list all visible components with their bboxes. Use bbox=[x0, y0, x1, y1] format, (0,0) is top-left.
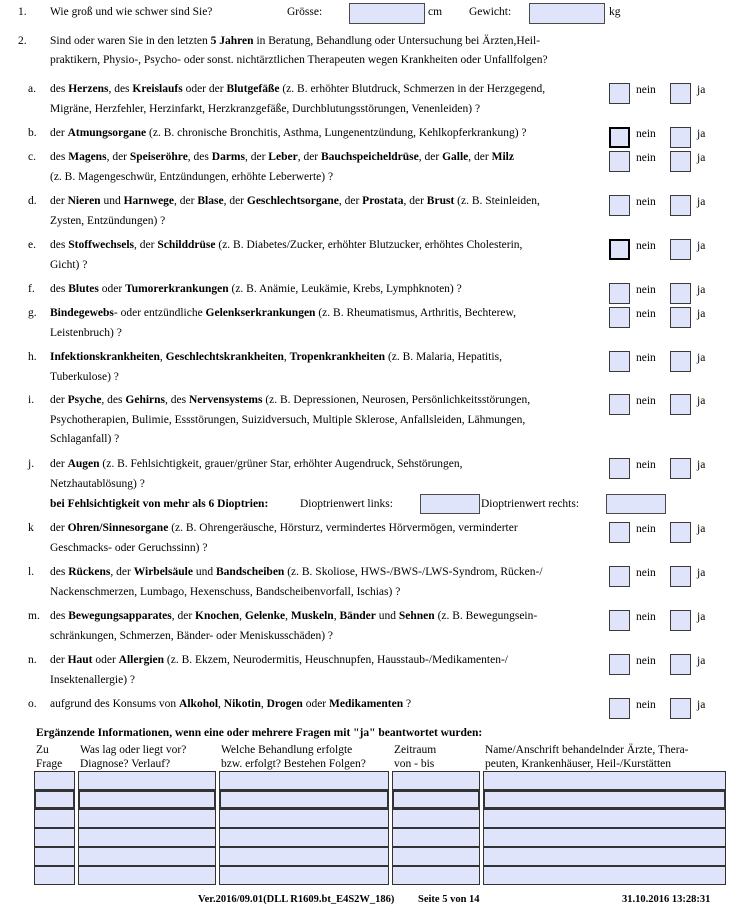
checkbox-ja[interactable] bbox=[670, 522, 691, 543]
table-cell[interactable] bbox=[483, 828, 726, 847]
table-cell[interactable] bbox=[483, 809, 726, 828]
checkbox-nein[interactable] bbox=[609, 307, 630, 328]
table-cell[interactable] bbox=[34, 809, 75, 828]
checkbox-nein[interactable] bbox=[609, 351, 630, 372]
table-header: Zu bbox=[36, 744, 49, 756]
groesse-input[interactable] bbox=[349, 3, 425, 24]
label-ja: ja bbox=[697, 699, 706, 711]
checkbox-nein[interactable] bbox=[609, 522, 630, 543]
item-letter: n. bbox=[28, 654, 37, 666]
q1-question: Wie groß und wie schwer sind Sie? bbox=[50, 6, 213, 18]
item-text-line: der Psyche, des Gehirns, des Nervensystems (z. B. Depressionen, Neurosen, Persönlichkeitsstörungen, bbox=[50, 394, 531, 406]
dioptrien-rechts-label: Dioptrienwert rechts: bbox=[481, 498, 580, 510]
table-header: von - bis bbox=[394, 758, 435, 770]
table-header: Welche Behandlung erfolgte bbox=[221, 744, 353, 756]
item-text-line: Psychotherapien, Bulimie, Essstörungen, Suizidversuch, Multiple Sklerose, Anfallsleiden, Lähmungen, bbox=[50, 413, 526, 426]
dioptrien-rechts-input[interactable] bbox=[606, 494, 666, 514]
table-cell[interactable] bbox=[392, 847, 480, 866]
item-text-line: Netzhautablösung) ? bbox=[50, 477, 145, 490]
label-ja: ja bbox=[697, 84, 706, 96]
checkbox-ja[interactable] bbox=[670, 307, 691, 328]
item-letter: a. bbox=[28, 83, 36, 95]
table-cell[interactable] bbox=[219, 809, 389, 828]
checkbox-nein[interactable] bbox=[609, 654, 630, 675]
checkbox-ja[interactable] bbox=[670, 83, 691, 104]
table-cell[interactable] bbox=[78, 771, 216, 790]
item-letter: g. bbox=[28, 307, 37, 319]
table-cell[interactable] bbox=[392, 809, 480, 828]
item-text-line: (z. B. Magengeschwür, Entzündungen, erhöhte Leberwerte) ? bbox=[50, 170, 334, 183]
item-letter: i. bbox=[28, 394, 35, 406]
item-text-line: der Augen (z. B. Fehlsichtigkeit, grauer/grüner Star, erhöhter Augendruck, Sehstörungen, bbox=[50, 458, 463, 470]
checkbox-ja[interactable] bbox=[670, 151, 691, 172]
item-letter: k bbox=[28, 522, 34, 534]
table-cell[interactable] bbox=[219, 828, 389, 847]
item-letter: j. bbox=[28, 458, 35, 470]
table-cell[interactable] bbox=[78, 828, 216, 847]
label-nein: nein bbox=[636, 611, 656, 623]
item-text-line: der Atmungsorgane (z. B. chronische Bronchitis, Asthma, Lungenentzündung, Kehlkopferkrankung) ? bbox=[50, 127, 527, 139]
item-text-line: Migräne, Herzfehler, Herzinfarkt, Herzkranzgefäße, Durchblutungsstörungen, Venenleiden) ? bbox=[50, 102, 481, 115]
item-letter: f. bbox=[28, 283, 35, 295]
table-cell[interactable] bbox=[392, 866, 480, 885]
q2-intro-line2: praktikern, Physio-, Psycho- oder sonst. nichtärztlichen Therapeuten wegen Krankheiten oder Unfallfolgen? bbox=[50, 54, 548, 66]
label-ja: ja bbox=[697, 152, 706, 164]
table-header: Was lag oder liegt vor? bbox=[80, 744, 187, 756]
label-ja: ja bbox=[697, 523, 706, 535]
item-text-line: des Rückens, der Wirbelsäule und Bandscheiben (z. B. Skoliose, HWS-/BWS-/LWS-Syndrom, Rücken-/ bbox=[50, 566, 543, 578]
label-nein: nein bbox=[636, 523, 656, 535]
footer-version: Ver.2016/09.01(DLL R1609.bt_E4S2W_186) bbox=[198, 894, 395, 905]
checkbox-ja[interactable] bbox=[670, 351, 691, 372]
checkbox-ja[interactable] bbox=[670, 458, 691, 479]
table-cell[interactable] bbox=[34, 790, 75, 809]
supplement-title: Ergänzende Informationen, wenn eine oder mehrere Fragen mit "ja" beantwortet wurden: bbox=[36, 727, 483, 739]
item-text-line: des Blutes oder Tumorerkrankungen (z. B. Anämie, Leukämie, Krebs, Lymphknoten) ? bbox=[50, 283, 462, 295]
label-nein: nein bbox=[636, 152, 656, 164]
dioptrien-links-label: Dioptrienwert links: bbox=[300, 498, 393, 510]
checkbox-ja[interactable] bbox=[670, 610, 691, 631]
q1-number: 1. bbox=[18, 6, 27, 18]
table-cell[interactable] bbox=[78, 809, 216, 828]
item-letter: h. bbox=[28, 351, 37, 363]
table-cell[interactable] bbox=[34, 771, 75, 790]
item-letter: m. bbox=[28, 610, 40, 622]
table-cell[interactable] bbox=[483, 866, 726, 885]
checkbox-ja[interactable] bbox=[670, 698, 691, 719]
label-ja: ja bbox=[697, 196, 706, 208]
gewicht-unit: kg bbox=[609, 6, 621, 18]
item-text-line: schränkungen, Schmerzen, Bänder- oder Meniskusschäden) ? bbox=[50, 629, 334, 642]
checkbox-nein[interactable] bbox=[609, 151, 630, 172]
table-cell[interactable] bbox=[483, 771, 726, 790]
table-cell[interactable] bbox=[34, 828, 75, 847]
label-nein: nein bbox=[636, 459, 656, 471]
label-nein: nein bbox=[636, 240, 656, 252]
label-nein: nein bbox=[636, 84, 656, 96]
item-letter: d. bbox=[28, 195, 37, 207]
item-letter: c. bbox=[28, 151, 36, 163]
checkbox-ja[interactable] bbox=[670, 394, 691, 415]
item-text-line: Zysten, Entzündungen) ? bbox=[50, 214, 166, 227]
item-text-line: Gicht) ? bbox=[50, 258, 88, 271]
table-header: Name/Anschrift behandelnder Ärzte, Thera- bbox=[485, 744, 689, 756]
item-text-line: Leistenbruch) ? bbox=[50, 326, 122, 339]
item-letter: l. bbox=[28, 566, 35, 578]
item-text-line: Schlaganfall) ? bbox=[50, 433, 120, 445]
table-header: Zeitraum bbox=[394, 744, 437, 756]
item-text-line: des Herzens, des Kreislaufs oder der Blutgefäße (z. B. erhöhter Blutdruck, Schmerzen in der Herzgegend, bbox=[50, 83, 546, 95]
item-text-line: des Stoffwechsels, der Schilddrüse (z. B. Diabetes/Zucker, erhöhter Blutzucker, erhöhtes Cholesterin, bbox=[50, 239, 523, 251]
table-cell[interactable] bbox=[78, 790, 216, 809]
item-text-line: des Magens, der Speiseröhre, des Darms, der Leber, der Bauchspeicheldrüse, der Galle, der Milz bbox=[50, 151, 514, 163]
checkbox-nein[interactable] bbox=[609, 283, 630, 304]
item-text-line: der Haut oder Allergien (z. B. Ekzem, Neurodermitis, Heuschnupfen, Hausstaub-/Medikamenten-/ bbox=[50, 654, 508, 666]
table-cell[interactable] bbox=[392, 790, 480, 809]
table-cell[interactable] bbox=[392, 828, 480, 847]
checkbox-ja[interactable] bbox=[670, 654, 691, 675]
table-cell[interactable] bbox=[219, 771, 389, 790]
item-letter: e. bbox=[28, 239, 36, 251]
gewicht-input[interactable] bbox=[529, 3, 605, 24]
q2-intro: Sind oder waren Sie in den letzten 5 Jahren in Beratung, Behandlung oder Untersuchung bei Ärzten,Heil- bbox=[50, 35, 541, 47]
item-text-line: Infektionskrankheiten, Geschlechtskrankheiten, Tropenkrankheiten (z. B. Malaria, Hepatitis, bbox=[50, 351, 502, 363]
table-header: bzw. erfolgt? Bestehen Folgen? bbox=[221, 758, 366, 770]
label-ja: ja bbox=[697, 611, 706, 623]
item-text-line: des Bewegungsapparates, der Knochen, Gelenke, Muskeln, Bänder und Sehnen (z. B. Bewegungsein- bbox=[50, 610, 538, 622]
checkbox-ja[interactable] bbox=[670, 195, 691, 216]
item-letter: b. bbox=[28, 127, 37, 139]
label-nein: nein bbox=[636, 308, 656, 320]
table-cell[interactable] bbox=[34, 866, 75, 885]
checkbox-nein[interactable] bbox=[609, 127, 630, 148]
label-nein: nein bbox=[636, 128, 656, 140]
item-text-line: Bindegewebs- oder entzündliche Gelenkserkrankungen (z. B. Rheumatismus, Arthritis, Bechterew, bbox=[50, 307, 516, 319]
label-nein: nein bbox=[636, 699, 656, 711]
label-ja: ja bbox=[697, 128, 706, 140]
checkbox-ja[interactable] bbox=[670, 239, 691, 260]
gewicht-label: Gewicht: bbox=[469, 6, 512, 18]
checkbox-nein[interactable] bbox=[609, 566, 630, 587]
checkbox-nein[interactable] bbox=[609, 239, 630, 260]
table-cell[interactable] bbox=[34, 847, 75, 866]
dioptrien-label: bei Fehlsichtigkeit von mehr als 6 Dioptrien: bbox=[50, 498, 269, 510]
dioptrien-links-input[interactable] bbox=[420, 494, 480, 514]
checkbox-ja[interactable] bbox=[670, 566, 691, 587]
item-text-line: der Ohren/Sinnesorgane (z. B. Ohrengeräusche, Hörsturz, vermindertes Hörvermögen, verminderter bbox=[50, 522, 518, 534]
checkbox-nein[interactable] bbox=[609, 394, 630, 415]
table-cell[interactable] bbox=[392, 771, 480, 790]
label-ja: ja bbox=[697, 655, 706, 667]
checkbox-nein[interactable] bbox=[609, 610, 630, 631]
item-text-line: Insektenallergie) ? bbox=[50, 673, 136, 686]
item-text-line: der Nieren und Harnwege, der Blase, der Geschlechtsorgane, der Prostata, der Brust (z. B. Steinleiden, bbox=[50, 195, 540, 207]
label-ja: ja bbox=[697, 352, 706, 364]
label-nein: nein bbox=[636, 196, 656, 208]
item-text-line: aufgrund des Konsums von Alkohol, Nikotin, Drogen oder Medikamenten ? bbox=[50, 698, 412, 710]
checkbox-nein[interactable] bbox=[609, 195, 630, 216]
table-header: peuten, Krankenhäuser, Heil-/Kurstätten bbox=[485, 758, 672, 770]
item-text-line: Geschmacks- oder Geruchssinn) ? bbox=[50, 541, 208, 554]
table-cell[interactable] bbox=[483, 790, 726, 809]
table-cell[interactable] bbox=[483, 847, 726, 866]
q2-number: 2. bbox=[18, 35, 27, 47]
groesse-unit: cm bbox=[428, 6, 443, 18]
label-ja: ja bbox=[697, 240, 706, 252]
table-cell[interactable] bbox=[78, 847, 216, 866]
checkbox-nein[interactable] bbox=[609, 83, 630, 104]
table-cell[interactable] bbox=[78, 866, 216, 885]
checkbox-ja[interactable] bbox=[670, 283, 691, 304]
checkbox-nein[interactable] bbox=[609, 698, 630, 719]
label-ja: ja bbox=[697, 459, 706, 471]
label-ja: ja bbox=[697, 567, 706, 579]
label-ja: ja bbox=[697, 284, 706, 296]
label-nein: nein bbox=[636, 567, 656, 579]
table-cell[interactable] bbox=[219, 866, 389, 885]
item-text-line: Tuberkulose) ? bbox=[50, 370, 119, 383]
item-text-line: Nackenschmerzen, Lumbago, Hexenschuss, Bandscheibenvorfall, Ischias) ? bbox=[50, 585, 401, 598]
groesse-label: Grösse: bbox=[287, 6, 323, 18]
checkbox-nein[interactable] bbox=[609, 458, 630, 479]
label-nein: nein bbox=[636, 395, 656, 407]
label-nein: nein bbox=[636, 655, 656, 667]
checkbox-ja[interactable] bbox=[670, 127, 691, 148]
item-letter: o. bbox=[28, 698, 37, 710]
table-header: Diagnose? Verlauf? bbox=[80, 758, 171, 770]
label-nein: nein bbox=[636, 284, 656, 296]
footer-page: Seite 5 von 14 bbox=[418, 894, 480, 905]
footer-datetime: 31.10.2016 13:28:31 bbox=[622, 894, 711, 905]
label-ja: ja bbox=[697, 308, 706, 320]
table-cell[interactable] bbox=[219, 847, 389, 866]
label-nein: nein bbox=[636, 352, 656, 364]
table-cell[interactable] bbox=[219, 790, 389, 809]
table-header: Frage bbox=[36, 758, 63, 770]
label-ja: ja bbox=[697, 395, 706, 407]
